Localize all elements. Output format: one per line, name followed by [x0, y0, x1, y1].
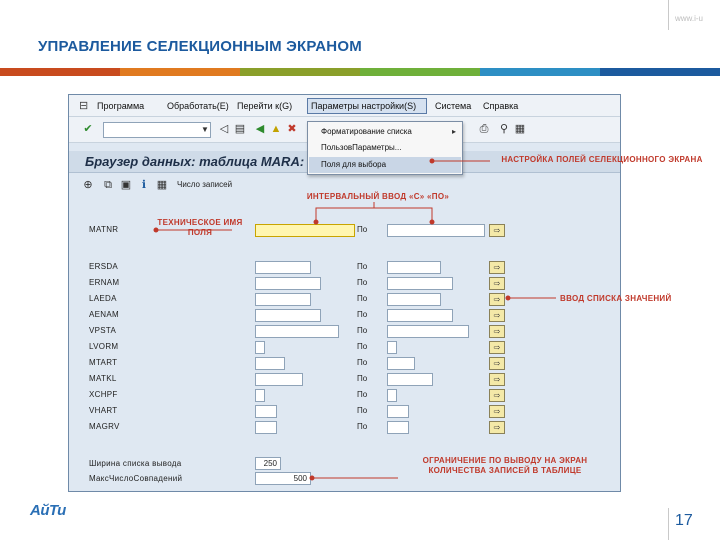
menu-goto[interactable]: Перейти к(G)	[237, 101, 293, 111]
multiple-selection-icon[interactable]: ⇨	[489, 224, 505, 237]
field-label: LVORM	[89, 342, 119, 351]
back-arrow-icon[interactable]: ◁	[219, 123, 229, 135]
max-hits-input[interactable]: 500	[255, 472, 311, 485]
dropdown-item-selection-fields[interactable]: Поля для выбора	[321, 160, 387, 169]
field-label: MAGRV	[89, 422, 120, 431]
to-label: По	[357, 262, 368, 271]
field-label: VHART	[89, 406, 118, 415]
multiple-selection-icon[interactable]: ⇨	[489, 261, 505, 274]
field-label: MATKL	[89, 374, 117, 383]
chevron-down-icon[interactable]: ▼	[201, 125, 209, 134]
menu-system[interactable]: Система	[435, 101, 472, 111]
multiple-selection-icon[interactable]: ⇨	[489, 389, 505, 402]
window-menu-icon[interactable]: ⊟	[79, 100, 89, 112]
callout-interval: ИНТЕРВАЛЬНЫЙ ВВОД «С» «ПО»	[306, 192, 450, 201]
site-url: www.i-u	[675, 14, 704, 23]
field-label: LAEDA	[89, 294, 117, 303]
multiple-selection-icon[interactable]: ⇨	[489, 277, 505, 290]
to-label: По	[357, 374, 368, 383]
cancel-icon[interactable]: ✖	[287, 123, 297, 135]
to-label: По	[357, 294, 368, 303]
to-label: По	[357, 326, 368, 335]
multiple-selection-icon[interactable]: ⇨	[489, 293, 505, 306]
to-label: По	[357, 310, 368, 319]
page-number: 17	[675, 512, 693, 529]
selection-options-icon[interactable]: ▣	[120, 179, 132, 191]
find-icon[interactable]: ⚲	[499, 123, 509, 135]
screen-title: Браузер данных: таблица MARA:	[85, 154, 305, 169]
to-label: По	[357, 278, 368, 287]
enter-icon[interactable]: ✔	[83, 123, 93, 135]
multiple-selection-icon[interactable]: ⇨	[489, 325, 505, 338]
multiple-selection-icon[interactable]: ⇨	[489, 341, 505, 354]
submenu-arrow-icon: ▸	[452, 127, 457, 136]
callout-tech-name: ТЕХНИЧЕСКОЕ ИМЯ ПОЛЯ	[157, 218, 243, 237]
width-label: Ширина списка вывода	[89, 459, 182, 468]
dropdown-item-list-format[interactable]: Форматирование списка	[321, 127, 412, 136]
multiple-selection-icon[interactable]: ⇨	[489, 357, 505, 370]
slide-title: УПРАВЛЕНИЕ СЕЛЕКЦИОННЫМ ЭКРАНОМ	[38, 38, 362, 55]
field-label: VPSTA	[89, 326, 117, 335]
callout-selection-fields: НАСТРОЙКА ПОЛЕЙ СЕЛЕКЦИОННОГО ЭКРАНА	[501, 155, 703, 164]
to-label: По	[357, 342, 368, 351]
dropdown-item-user-params[interactable]: ПользовПараметры...	[321, 143, 402, 152]
list-width-input[interactable]: 250	[255, 457, 281, 470]
menu-help[interactable]: Справка	[483, 101, 519, 111]
field-label: MTART	[89, 358, 118, 367]
field-label: ERSDA	[89, 262, 119, 271]
variant-icon[interactable]: ⧉	[104, 179, 112, 191]
to-label: По	[357, 422, 368, 431]
field-label: XCHPF	[89, 390, 118, 399]
field-label: ERNAM	[89, 278, 120, 287]
multiple-selection-icon[interactable]: ⇨	[489, 405, 505, 418]
multiple-selection-icon[interactable]: ⇨	[489, 373, 505, 386]
multiple-selection-icon[interactable]: ⇨	[489, 309, 505, 322]
info-icon[interactable]: ℹ	[141, 179, 147, 191]
callout-value-list: ВВОД СПИСКА ЗНАЧЕНИЙ	[560, 294, 672, 303]
menu-program[interactable]: Программа	[97, 101, 145, 111]
footer-divider	[668, 508, 669, 540]
callout-output-limit: ОГРАНИЧЕНИЕ ПО ВЫВОДУ НА ЭКРАН КОЛИЧЕСТВА ЗАПИСЕЙ В ТАБЛИЦЕ	[422, 456, 588, 475]
execute-icon[interactable]: ⊕	[83, 179, 93, 191]
maxhits-label: МаксЧислоСовпадений	[89, 474, 183, 483]
back-icon[interactable]: ◀	[255, 123, 265, 135]
to-label: По	[357, 390, 368, 399]
menu-edit[interactable]: Обработать(E)	[167, 101, 229, 111]
field-label: MATNR	[89, 225, 119, 234]
save-icon[interactable]: ▤	[234, 123, 246, 135]
to-label: По	[357, 225, 368, 234]
to-label: По	[357, 358, 368, 367]
menu-settings[interactable]: Параметры настройки(S)	[311, 101, 417, 111]
to-label: По	[357, 406, 368, 415]
row-count-button[interactable]: Число записей	[177, 180, 233, 189]
field-label: AENAM	[89, 310, 119, 319]
multiple-selection-icon[interactable]: ⇨	[489, 421, 505, 434]
table-icon[interactable]: ▦	[156, 179, 168, 191]
interval-bracket	[316, 208, 432, 222]
exit-icon[interactable]: ▲	[270, 123, 282, 135]
print-icon[interactable]: ⎙	[479, 123, 489, 135]
layout-icon[interactable]: ▦	[514, 123, 526, 135]
logo: АйТи	[30, 502, 66, 519]
